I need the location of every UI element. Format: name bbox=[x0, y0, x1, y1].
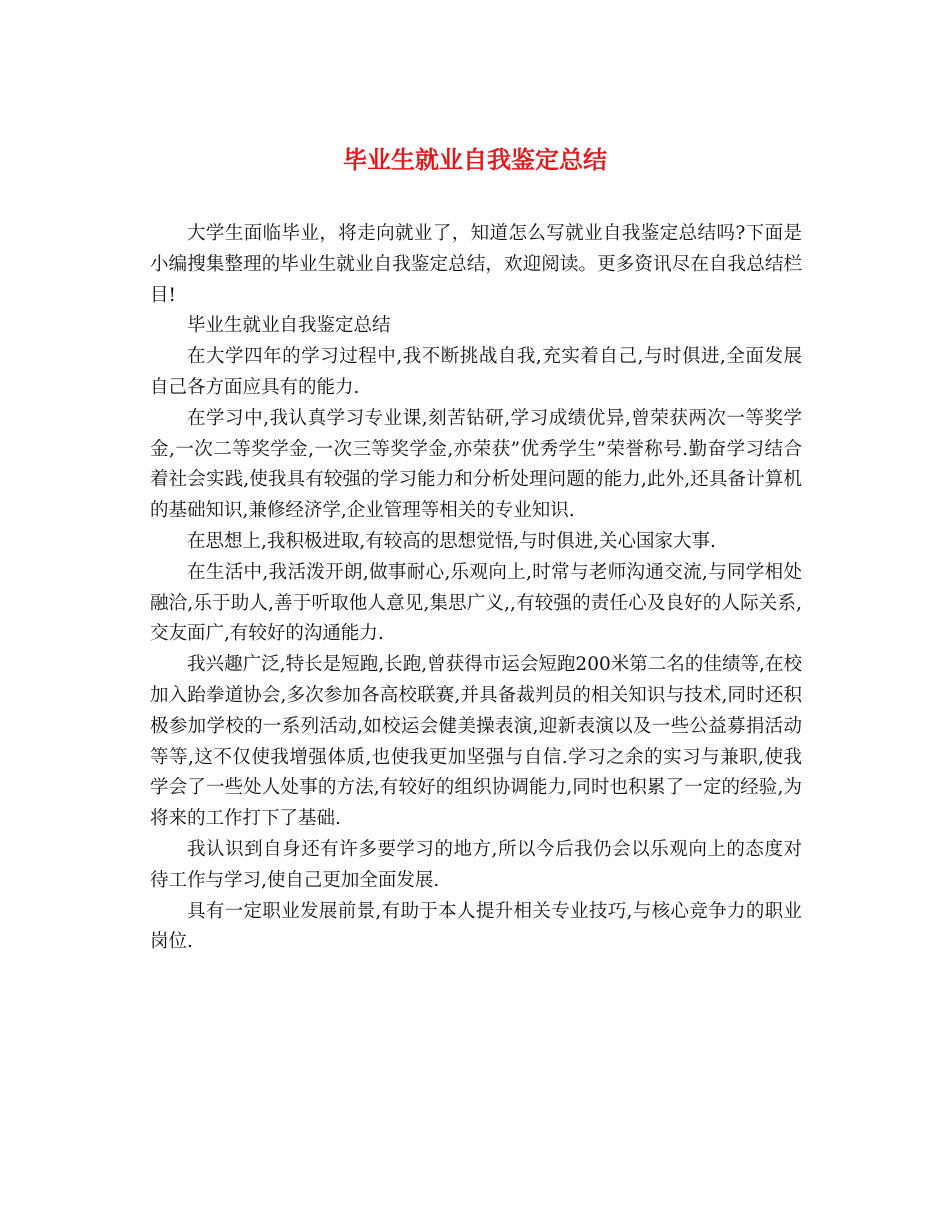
paragraph: 我兴趣广泛,特长是短跑,长跑,曾获得市运会短跑200米第二名的佳绩等,在校加入跆拳道协会,多次参加各高校联赛,并具备裁判员的相关知识与技术,同时还积极参加学校的一系列活动,如校运会健美操表演,迎新表演以及一些公益募捐活动等等,这不仅使我增强体质,也使我更加坚强与自信.学习之余的实习与兼职,使我学会了一些处人处事的方法,有较好的组织协调能力,同时也积累了一定的经验,为将来的工作打下了基础. bbox=[150, 654, 802, 830]
paragraph: 我认识到自身还有许多要学习的地方,所以今后我仍会以乐观向上的态度对待工作与学习,使自己更加全面发展. bbox=[150, 838, 802, 891]
document-body bbox=[150, 219, 802, 958]
paragraph: 在学习中,我认真学习专业课,刻苦钻研,学习成绩优异,曾荣获两次一等奖学金,一次二等奖学金,一次三等奖学金,亦荣获”优秀学生”荣誉称号.勤奋学习结合着社会实践,使我具有较强的学习能力和分析处理问题的能力,此外,还具备计算机的基础知识,兼修经济学,企业管理等相关的专业知识. bbox=[150, 407, 802, 522]
paragraph: 具有一定职业发展前景,有助于本人提升相关专业技巧,与核心竞争力的职业岗位. bbox=[150, 900, 802, 953]
document-title: 毕业生就业自我鉴定总结 bbox=[343, 146, 607, 174]
paragraph: 在生活中,我活泼开朗,做事耐心,乐观向上,时常与老师沟通交流,与同学相处融洽,乐于助人,善于听取他人意见,集思广义,,有较强的责任心及良好的人际关系,交友面广,有较好的沟通能力. bbox=[150, 561, 802, 645]
paragraph-subtitle: 毕业生就业自我鉴定总结 bbox=[187, 315, 391, 337]
paragraph-intro: 大学生面临毕业，将走向就业了，知道怎么写就业自我鉴定总结吗?下面是小编搜集整理的毕业生就业自我鉴定总结，欢迎阅读。更多资讯尽在自我总结栏目! bbox=[150, 223, 802, 306]
paragraph: 在思想上,我积极进取,有较高的思想觉悟,与时俱进,关心国家大事. bbox=[187, 530, 716, 552]
paragraph: 在大学四年的学习过程中,我不断挑战自我,充实着自己,与时俱进,全面发展自己各方面应具有的能力. bbox=[150, 346, 802, 398]
